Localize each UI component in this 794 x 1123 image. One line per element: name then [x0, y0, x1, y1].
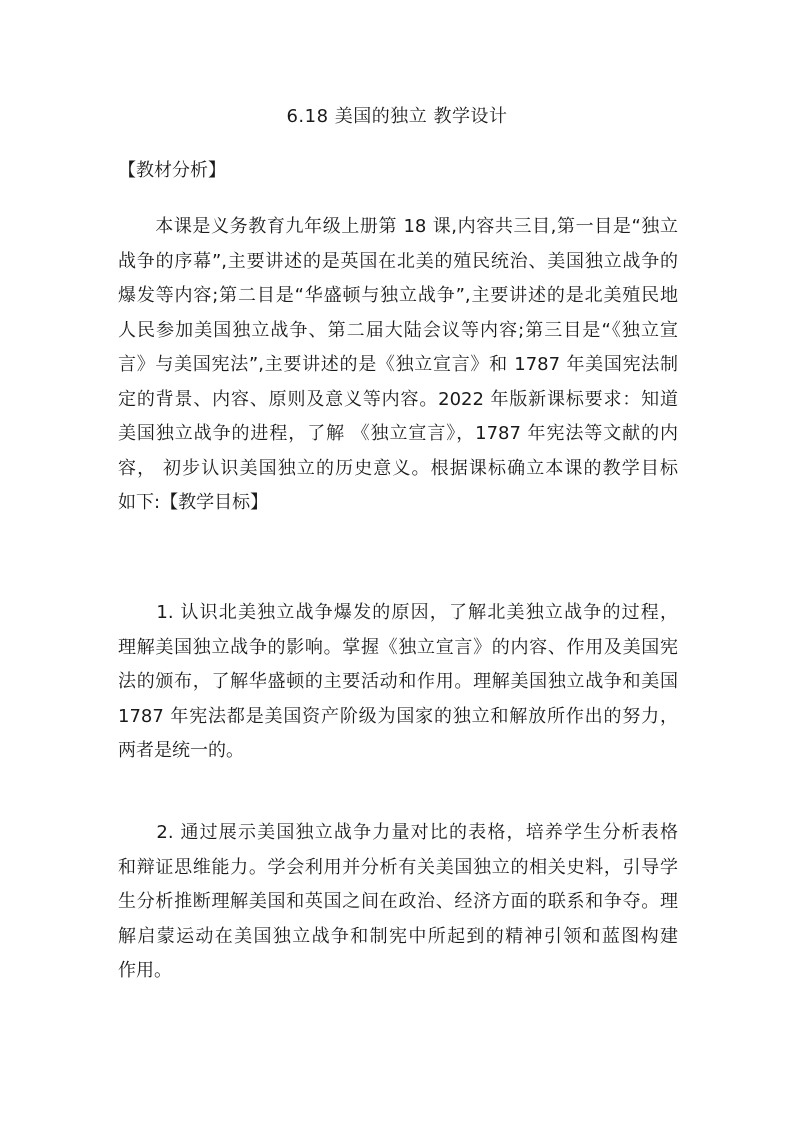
- paragraph-line: 战争的序幕”,主要讲述的是英国在北美的殖民统治、美国独立战争的: [118, 250, 678, 272]
- paragraph-line: 和辩证思维能力。学会利用并分析有关美国独立的相关史料，引导学: [118, 856, 678, 878]
- paragraph-line: 解启蒙运动在美国独立战争和制宪中所起到的精神引领和蓝图构建: [118, 925, 678, 947]
- paragraph-line: 1787 年宪法都是美国资产阶级为国家的独立和解放所作出的努力，: [118, 705, 678, 727]
- paragraph-line: 2. 通过展示美国独立战争力量对比的表格，培养学生分析表格: [118, 822, 678, 843]
- objective-2-paragraph: [118, 816, 678, 989]
- paragraph-line: 美国独立战争的进程，了解 《独立宣言》，1787 年宪法等文献的内: [118, 423, 678, 444]
- paragraph-line: 如下:【教学目标】: [118, 492, 269, 513]
- intro-paragraph: [118, 210, 678, 521]
- paragraph-line: 本课是义务教育九年级上册第 18 课,内容共三目,第一目是“独立: [118, 216, 678, 237]
- objective-1-paragraph: [118, 596, 678, 769]
- paragraph-line: 理解美国独立战争的影响。掌握《独立宣言》的内容、作用及美国宪: [118, 636, 678, 658]
- paragraph-line: 人民参加美国独立战争、第二届大陆会议等内容;第三目是“《独立宣: [118, 319, 678, 341]
- paragraph-line: 生分析推断理解美国和英国之间在政治、经济方面的联系和争夺。理: [118, 891, 678, 912]
- paragraph-line: 两者是统一的。: [118, 740, 244, 761]
- section-heading-textbook-analysis: 【教材分析】: [118, 160, 226, 181]
- paragraph-line: 1. 认识北美独立战争爆发的原因，了解北美独立战争的过程，: [118, 602, 678, 623]
- paragraph-line: 容， 初步认识美国独立的历史意义。根据课标确立本课的教学目标: [118, 457, 678, 479]
- document-title: 6.18 美国的独立 教学设计: [286, 106, 508, 127]
- paragraph-line: 作用。: [118, 960, 172, 981]
- paragraph-line: 定的背景、内容、原则及意义等内容。2022 年版新课标要求：知道: [118, 388, 678, 410]
- paragraph-line: 言》与美国宪法”,主要讲述的是《独立宣言》和 1787 年美国宪法制: [118, 354, 678, 375]
- paragraph-line: 爆发等内容;第二目是“华盛顿与独立战争”,主要讲述的是北美殖民地: [118, 285, 678, 306]
- paragraph-line: 法的颁布，了解华盛顿的主要活动和作用。理解美国独立战争和美国: [118, 671, 678, 692]
